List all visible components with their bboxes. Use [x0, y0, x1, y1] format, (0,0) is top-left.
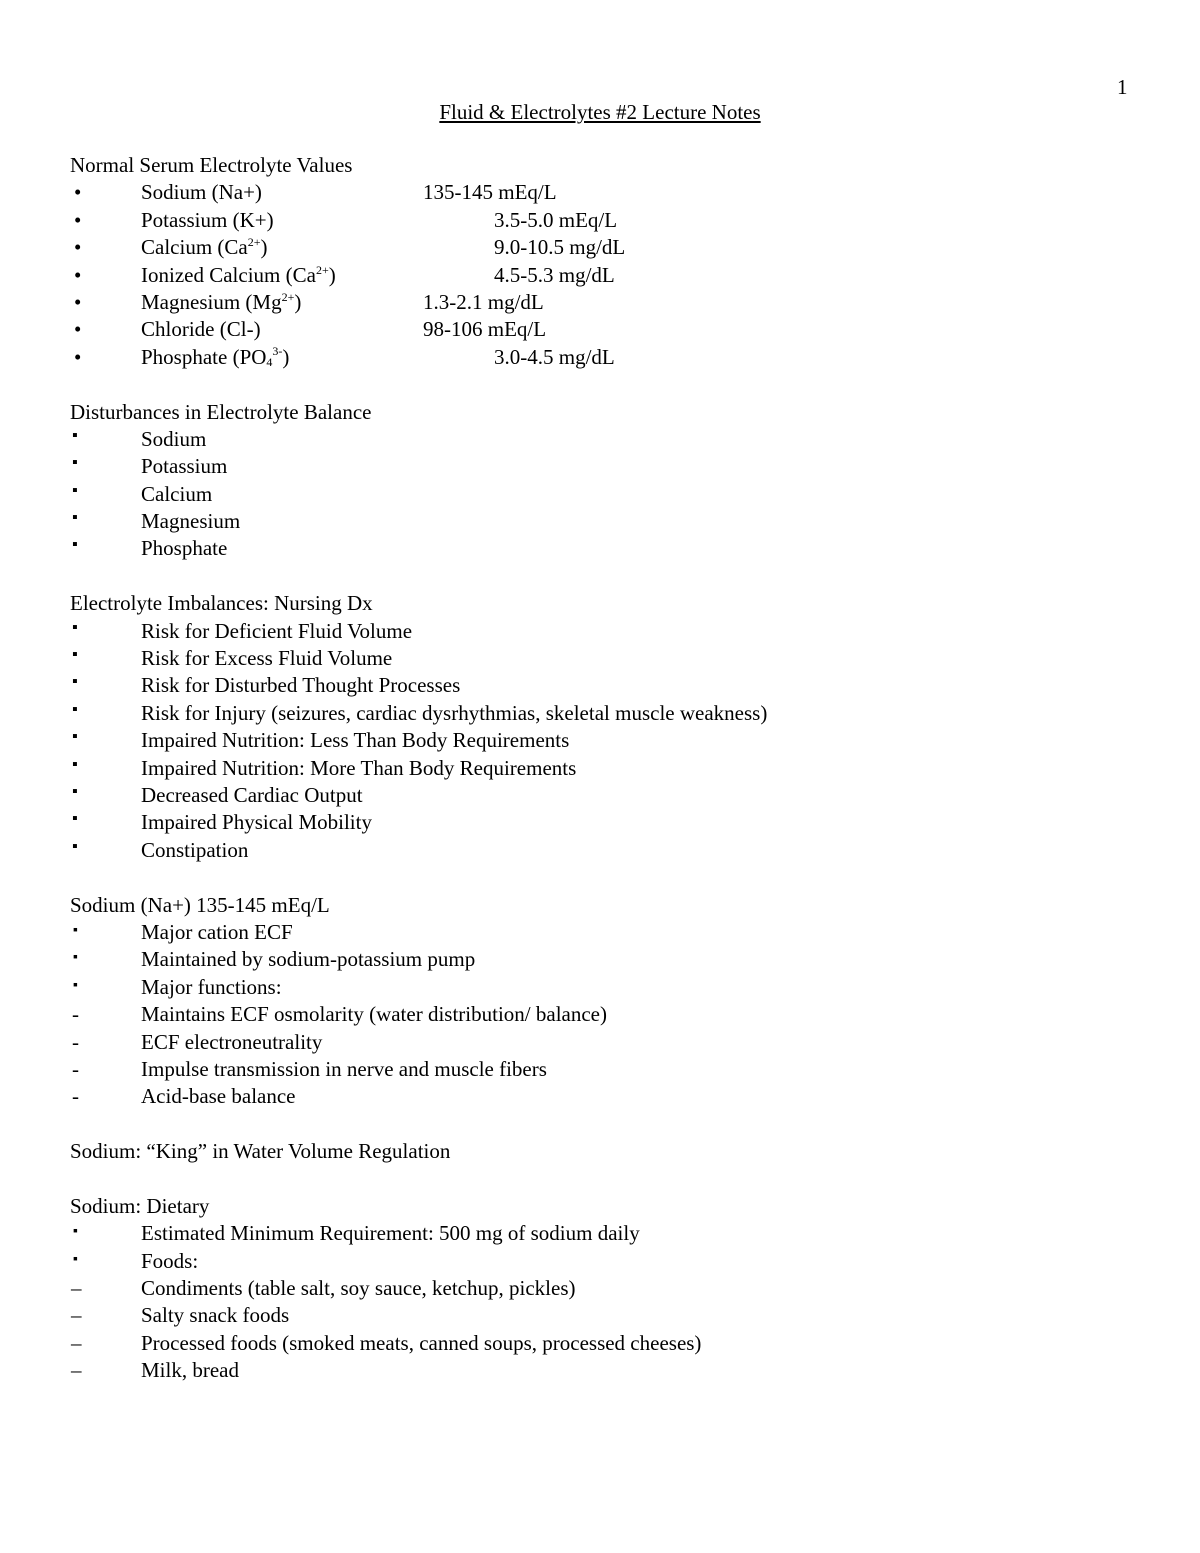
- name-text: Calcium (Ca: [141, 235, 248, 260]
- name-text-end: ): [294, 289, 302, 314]
- list-item: [70, 1248, 1130, 1275]
- square-bullet-icon: ▪: [72, 673, 78, 691]
- dash-bullet-icon: -: [72, 1002, 79, 1027]
- spacer: [70, 563, 1130, 590]
- list-item-text: Salty snack foods: [141, 1303, 290, 1328]
- list-item: [70, 782, 1130, 809]
- list-item: [70, 700, 1130, 727]
- list-item-text: Major functions:: [141, 974, 282, 999]
- list-item: [70, 919, 1130, 946]
- name-superscript: 2+: [247, 235, 261, 250]
- small-bullet-icon: ▪: [73, 1251, 78, 1267]
- list-item: [70, 289, 1130, 316]
- square-bullet-icon: ▪: [72, 426, 78, 444]
- electrolyte-value: 3.5-5.0 mEq/L: [494, 207, 618, 232]
- list-item: [70, 179, 1130, 206]
- list-item: [70, 946, 1130, 973]
- list-item-text: Milk, bread: [141, 1358, 239, 1383]
- list-item-text: Major cation ECF: [141, 919, 293, 944]
- small-bullet-icon: ▪: [73, 950, 78, 966]
- electrolyte-value: 98-106 mEq/L: [423, 317, 547, 342]
- spacer: [70, 864, 1130, 891]
- section-heading-sodium-dietary: Sodium: Dietary: [70, 1193, 210, 1218]
- electrolyte-name: [141, 262, 336, 289]
- sub-list-item: [70, 1275, 1130, 1302]
- list-item: [70, 1220, 1130, 1247]
- small-bullet-icon: ▪: [73, 922, 78, 938]
- sub-list-item: [70, 1083, 1130, 1110]
- list-item-text: Risk for Disturbed Thought Processes: [141, 673, 461, 698]
- list-item: [70, 837, 1130, 864]
- sub-list-item: [70, 1029, 1130, 1056]
- name-text: Ionized Calcium (Ca: [141, 262, 316, 287]
- name-text: Phosphate (PO: [141, 344, 267, 369]
- list-item-text: Calcium: [141, 481, 213, 506]
- name-text: Magnesium (Mg: [141, 289, 282, 314]
- list-item: [70, 645, 1130, 672]
- electrolyte-name: [141, 289, 301, 316]
- list-item: [70, 316, 1130, 343]
- list-item-text: Impaired Nutrition: Less Than Body Requirements: [141, 728, 570, 753]
- name-superscript: 2+: [281, 289, 295, 304]
- list-item-text: Impaired Nutrition: More Than Body Requirements: [141, 755, 577, 780]
- document-body: [70, 152, 1130, 1385]
- list-item-text: ECF electroneutrality: [141, 1029, 323, 1054]
- bullet-icon: •: [74, 207, 82, 232]
- dash-bullet-icon: –: [71, 1303, 82, 1328]
- dash-bullet-icon: -: [72, 1029, 79, 1054]
- list-item-text: Sodium: [141, 426, 207, 451]
- square-bullet-icon: ▪: [72, 481, 78, 499]
- list-item-text: Phosphate: [141, 536, 228, 561]
- spacer: [70, 371, 1130, 398]
- square-bullet-icon: ▪: [72, 755, 78, 773]
- electrolyte-value: 3.0-4.5 mg/dL: [494, 344, 615, 369]
- square-bullet-icon: ▪: [72, 810, 78, 828]
- square-bullet-icon: ▪: [72, 837, 78, 855]
- bullet-icon: •: [74, 262, 82, 287]
- square-bullet-icon: ▪: [72, 454, 78, 472]
- sub-list-item: [70, 1302, 1130, 1329]
- list-item: [70, 535, 1130, 562]
- small-bullet-icon: ▪: [73, 1224, 78, 1240]
- dash-bullet-icon: -: [72, 1084, 79, 1109]
- list-item-text: Foods:: [141, 1248, 199, 1273]
- section-heading-sodium-king: Sodium: “King” in Water Volume Regulation: [70, 1139, 451, 1164]
- list-item: [70, 207, 1130, 234]
- list-item-text: Acid-base balance: [141, 1084, 296, 1109]
- list-item: [70, 508, 1130, 535]
- page-title: Fluid & Electrolytes #2 Lecture Notes: [439, 100, 761, 124]
- bullet-icon: •: [74, 317, 82, 342]
- list-item: [70, 618, 1130, 645]
- square-bullet-icon: ▪: [72, 700, 78, 718]
- section-heading-disturbances: Disturbances in Electrolyte Balance: [70, 399, 372, 424]
- electrolyte-value: 4.5-5.3 mg/dL: [494, 262, 615, 287]
- list-item: [70, 344, 1130, 371]
- dash-bullet-icon: –: [71, 1358, 82, 1383]
- bullet-icon: •: [74, 180, 82, 205]
- list-item: [70, 481, 1130, 508]
- list-item: [70, 727, 1130, 754]
- sub-list-item: [70, 1056, 1130, 1083]
- dash-bullet-icon: -: [72, 1056, 79, 1081]
- page-number: 1: [1117, 75, 1128, 99]
- list-item: [70, 262, 1130, 289]
- sub-list-item: [70, 1001, 1130, 1028]
- sub-list-item: [70, 1357, 1130, 1384]
- square-bullet-icon: ▪: [72, 646, 78, 664]
- electrolyte-name: [141, 344, 289, 374]
- list-item-text: Maintains ECF osmolarity (water distribution/ balance): [141, 1002, 607, 1027]
- electrolyte-value: 1.3-2.1 mg/dL: [423, 289, 544, 314]
- list-item: [70, 234, 1130, 261]
- square-bullet-icon: ▪: [72, 782, 78, 800]
- list-item-text: Maintained by sodium-potassium pump: [141, 947, 476, 972]
- name-superscript: 2+: [315, 262, 329, 277]
- name-superscript: 3-: [272, 343, 283, 358]
- section-heading-normal-values: Normal Serum Electrolyte Values: [70, 153, 353, 177]
- square-bullet-icon: ▪: [72, 618, 78, 636]
- square-bullet-icon: ▪: [72, 536, 78, 554]
- list-item-text: Magnesium: [141, 509, 241, 534]
- electrolyte-name: [141, 234, 268, 261]
- bullet-icon: •: [74, 235, 82, 260]
- list-item-text: Condiments (table salt, soy sauce, ketchup, pickles): [141, 1276, 576, 1301]
- bullet-icon: •: [74, 344, 82, 369]
- list-item-text: Potassium: [141, 454, 228, 479]
- list-item-text: Risk for Deficient Fluid Volume: [141, 618, 413, 643]
- list-item-text: Impaired Physical Mobility: [141, 810, 372, 835]
- section-heading-nursing-dx: Electrolyte Imbalances: Nursing Dx: [70, 591, 373, 616]
- dash-bullet-icon: –: [71, 1276, 82, 1301]
- small-bullet-icon: ▪: [73, 977, 78, 993]
- bullet-icon: •: [74, 289, 82, 314]
- electrolyte-name: Potassium (K+): [141, 207, 274, 232]
- electrolyte-name: Chloride (Cl-): [141, 317, 261, 342]
- list-item: [70, 426, 1130, 453]
- electrolyte-value: 135-145 mEq/L: [423, 180, 557, 205]
- name-text-end: ): [328, 262, 336, 287]
- list-item-text: Decreased Cardiac Output: [141, 782, 363, 807]
- section-heading-sodium: Sodium (Na+) 135-145 mEq/L: [70, 892, 330, 917]
- list-item-text: Processed foods (smoked meats, canned soups, processed cheeses): [141, 1330, 702, 1355]
- list-item: [70, 974, 1130, 1001]
- spacer: [70, 1165, 1130, 1192]
- spacer: [70, 1111, 1130, 1138]
- name-subscript: 4: [266, 354, 273, 369]
- sub-list-item: [70, 1330, 1130, 1357]
- electrolyte-name: Sodium (Na+): [141, 180, 262, 205]
- name-text-end: ): [282, 344, 290, 369]
- list-item-text: Risk for Excess Fluid Volume: [141, 646, 393, 671]
- list-item: [70, 755, 1130, 782]
- list-item-text: Constipation: [141, 837, 249, 862]
- name-text-end: ): [260, 235, 268, 260]
- list-item-text: Impulse transmission in nerve and muscle fibers: [141, 1056, 547, 1081]
- list-item: [70, 809, 1130, 836]
- dash-bullet-icon: –: [71, 1330, 82, 1355]
- list-item-text: Estimated Minimum Requirement: 500 mg of sodium daily: [141, 1221, 640, 1246]
- electrolyte-value: 9.0-10.5 mg/dL: [494, 235, 626, 260]
- list-item: [70, 453, 1130, 480]
- list-item-text: Risk for Injury (seizures, cardiac dysrhythmias, skeletal muscle weakness): [141, 700, 768, 725]
- square-bullet-icon: ▪: [72, 509, 78, 527]
- list-item: [70, 672, 1130, 699]
- square-bullet-icon: ▪: [72, 728, 78, 746]
